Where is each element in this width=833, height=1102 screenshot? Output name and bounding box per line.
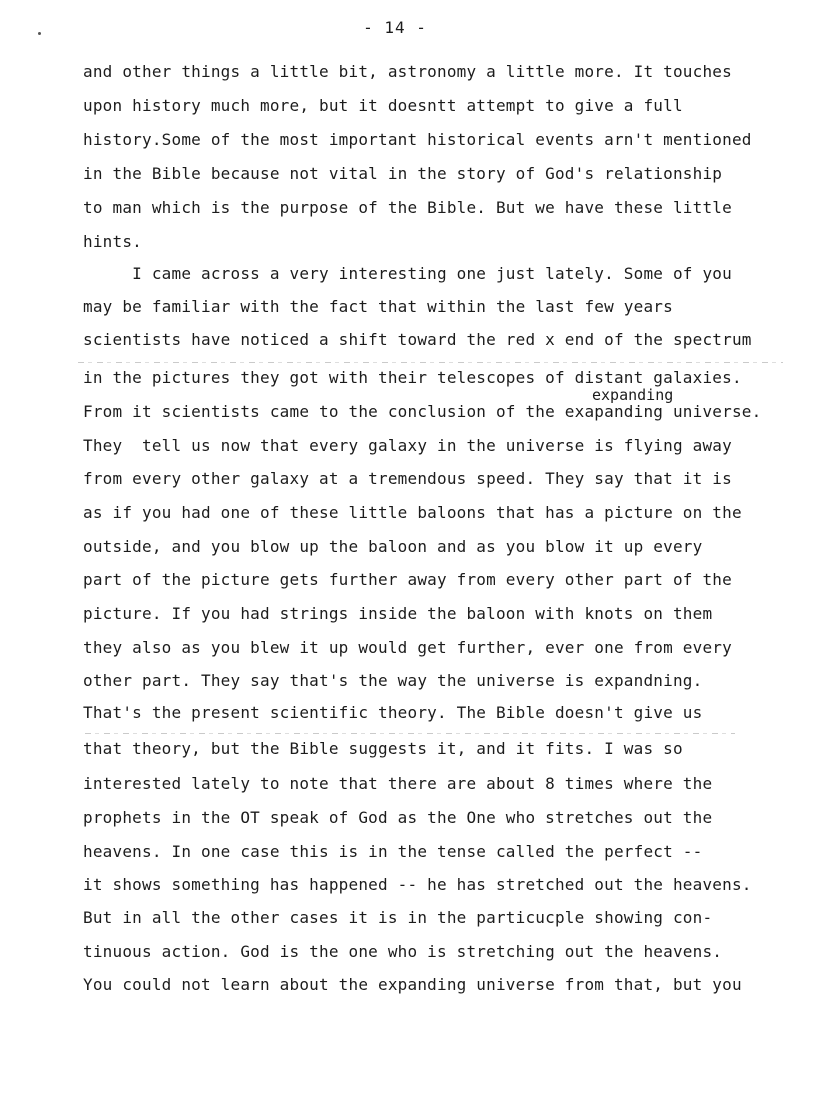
text-line-26: But in all the other cases it is in the particucple showing con- [83,908,713,927]
text-line-1: and other things a little bit, astronomy a little more. It touches [83,62,732,81]
text-line-15: outside, and you blow up the baloon and as you blow it up every [83,537,703,556]
interlinear-correction: expanding [592,386,674,404]
text-line-2: upon history much more, but it doesntt attempt to give a full [83,96,683,115]
faint-trace-1 [78,362,783,363]
text-line-7: I came across a very interesting one just lately. Some of you [83,264,732,283]
text-line-11: From it scientists came to the conclusion of the exapanding universe. [83,402,762,421]
text-line-16: part of the picture gets further away from every other part of the [83,570,732,589]
text-line-19: other part. They say that's the way the universe is expandning. [83,671,703,690]
text-line-24: heavens. In one case this is in the tense called the perfect -- [83,842,703,861]
text-line-27: tinuous action. God is the one who is stretching out the heavens. [83,942,723,961]
text-line-3: history.Some of the most important historical events arn't mentioned [83,130,752,149]
text-line-14: as if you had one of these little baloons that has a picture on the [83,503,742,522]
text-line-28: You could not learn about the expanding universe from that, but you [83,975,742,994]
text-line-9: scientists have noticed a shift toward the red x end of the spectrum [83,330,752,349]
text-line-20: That's the present scientific theory. The Bible doesn't give us [83,703,703,722]
text-line-4: in the Bible because not vital in the story of God's relationship [83,164,723,183]
text-line-6: hints. [83,232,142,251]
text-line-25: it shows something has happened -- he has stretched out the heavens. [83,875,752,894]
text-line-18: they also as you blew it up would get further, ever one from every [83,638,732,657]
text-line-21: that theory, but the Bible suggests it, and it fits. I was so [83,739,683,758]
faint-trace-2 [85,733,735,734]
text-line-22: interested lately to note that there are about 8 times where the [83,774,713,793]
text-line-17: picture. If you had strings inside the baloon with knots on them [83,604,713,623]
text-line-12: They tell us now that every galaxy in the universe is flying away [83,436,732,455]
text-line-10: in the pictures they got with their telescopes of distant galaxies. [83,368,742,387]
page-number: - 14 - [363,18,427,37]
text-line-5: to man which is the purpose of the Bible. But we have these little [83,198,732,217]
text-line-13: from every other galaxy at a tremendous speed. They say that it is [83,469,732,488]
text-line-23: prophets in the OT speak of God as the One who stretches out the [83,808,713,827]
text-line-8: may be familiar with the fact that within the last few years [83,297,673,316]
